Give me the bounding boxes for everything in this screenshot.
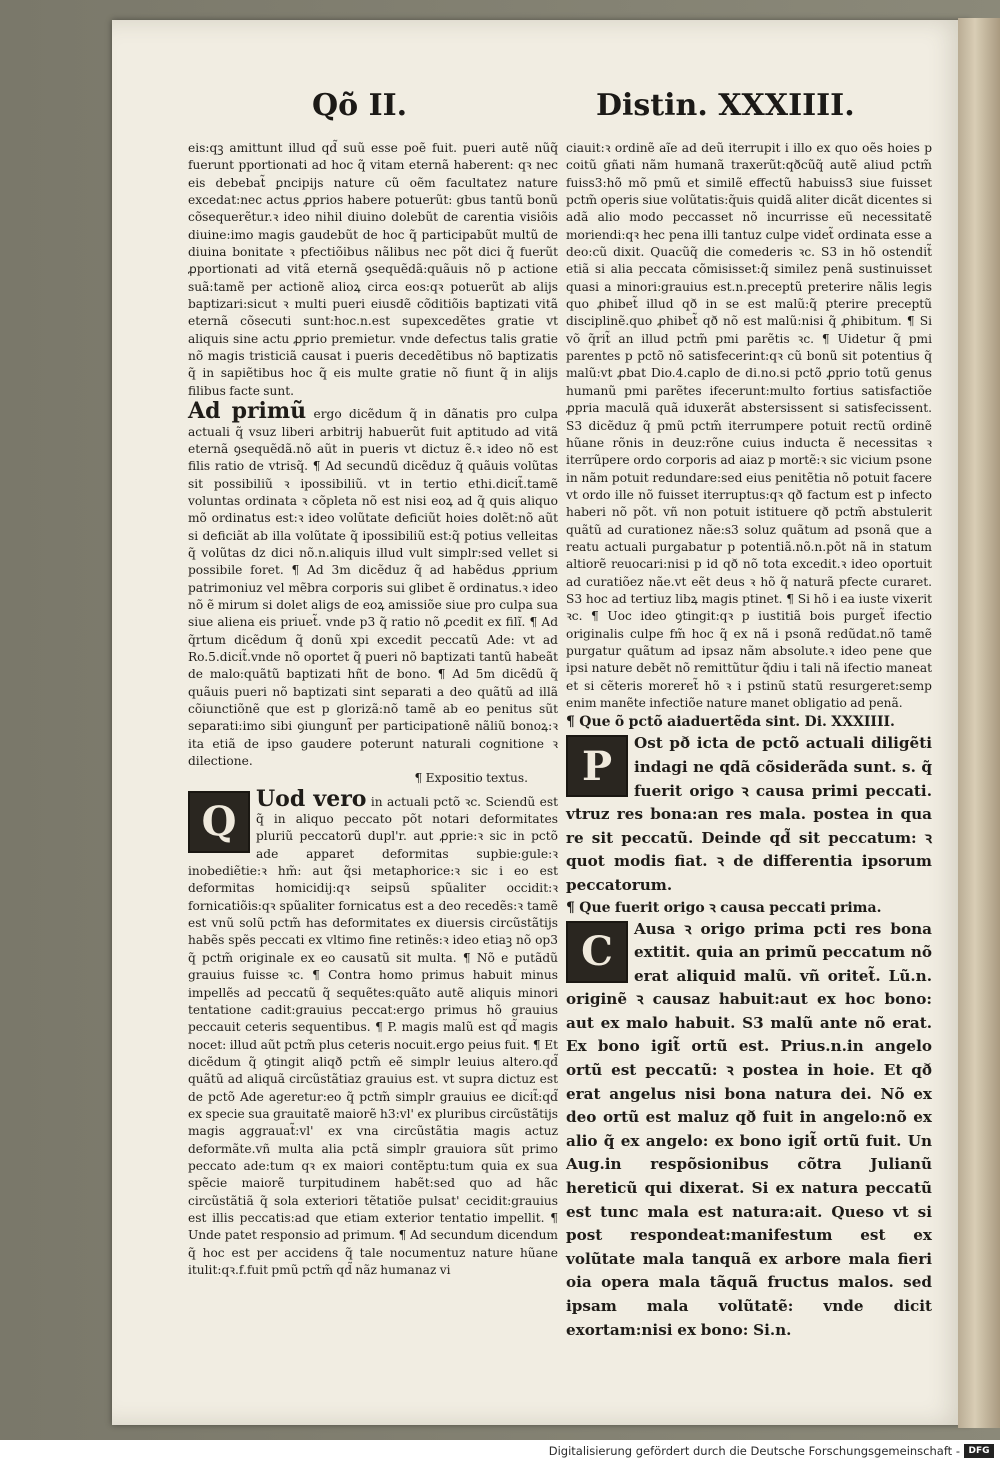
left-paragraph-1: eis:qꝫ amittunt illud qd̃ suũ esse poẽ fuit. pueri autẽ nũq̃ fuerunt pportionati ad hoc q̃ vitam eternã haberent: qꝛ nec eis debebat̃ ꝑncipijs nature cũ oẽm facultatez nature excedat:nec actus ꝓprios habere potuerũt: gbus tantũ bonũ cõsequerẽtur.ꝛ ideo nihil diuino dolebũt de carentia visiõis diuine:imo magis gaudebũt de hoc q̃ participabũt multũ de diuina bonitate ꝛ pfectiõibus nãlibus nec põt dici q̃ fuerũt ꝓportionati ad vitã eternã ꝯsequẽdã:quãuis nõ p actione suã:tamẽ per actionẽ alioꝝ circa eos:qꝛ potuerũt ab alijs baptizari:sicut ꝛ multi pueri eiusdẽ cõditiõis baptizati vitã eternã cõsecuti sunt:hoc.n.est supexcedẽtes gratie vt aliquis sine actu ꝓprio premietur. vnde defectus talis gratie nõ magis tristiciã causat i pueris decedẽtibus nõ baptizatis q̃ in sapiẽtibus hoc q̃ eis multe gratie nõ fiunt q̃ in alijs filibus facte sunt. <box>188 141 558 398</box>
left-column <box>188 140 558 1279</box>
right-column <box>566 140 932 1342</box>
left-paragraph-2 <box>188 400 558 770</box>
right-paragraph-2 <box>566 732 932 897</box>
distinctio-heading: ¶ Que õ pctõ aiaduertẽda sint. Di. XXXIIII. <box>566 714 895 731</box>
footer-bar <box>0 1440 1000 1462</box>
ad-primum-heading: Ad primũ <box>188 398 307 425</box>
funding-notice: Digitalisierung gefördert durch die Deutsche Forschungsgemeinschaft - <box>548 1444 960 1458</box>
left-paragraph-3 <box>188 785 558 1280</box>
origin-heading: ¶ Que fuerit origo ꝛ causa peccati prima. <box>566 899 882 916</box>
decorated-initial-q: Q <box>188 791 250 853</box>
right-paragraph-2-text: Ost pð icta de pctõ actuali diligẽti indagi ne qdã cõsiderãda sunt. s. q̃ fuerit origo ꝛ causa primi peccati. vtruz res bona:an res mala. postea in qua re sit peccatũ. Deinde qd̃ sit peccatum: ꝛ quot modis fiat. ꝛ de differentia ipsorum peccatorum. <box>566 734 932 894</box>
right-paragraph-1: ciauit:ꝛ ordinẽ aĩe ad deũ iterrupit i illo ex quo oẽs hoies p coitũ gñati nãm humanã traxerũt:qðcũq̃ autẽ aliud pctm̃ fuiss3:hõ mõ pmũ et similẽ effectũ habuiss3 siue fuisset pctm̃ operis siue volũtatis:q̃uis quidã aliter dicãt dicentes si adã alio modo peccasset nõ incurrisse eũ necessitatẽ moriendi:qꝛ hec pena illi tantuz culpe videt̃ ordinata esse a deo:cũ dixit. Quacũq̃ die comederis ꝛc. S3 in hõ ostendit̃ etiã si alia peccata cõmisisset:q̃ similez penã sustinuisset quasi a minori:grauius est.n.preceptũ preterire nãlis legis quo ꝓhibet̃ illud qð in se est malũ:q̃ pterire preceptũ disciplinẽ.quo ꝓhibet̃ qð nõ est malũ:nisi q̃ ꝓhibitum. ¶ Si võ q̃rit̃ an illud pctm̃ pmi parẽtis ꝛc. ¶ Uidetur q̃ pmi parentes p pctõ nõ satisfecerint:qꝛ cũ bonũ sit potentius q̃ malũ:vt ꝓbat Dio.4.caplo de di.no.si pctõ ꝓprio totũ genus humanũ pmi parẽtes ifecerunt:multo fortius satisfactiõe ꝓpria maculã quã iduxerãt abstersissent si satisfecissent. S3 dicẽduz q̃ pmũ pctm̃ iterrumpere potuit rectũ ordinẽ hũane rõnis in deuz:rõne cuius inducta ẽ necessitas ꝛ iterrũpere ordo corporis ad aiaz p mortẽ:ꝛ sic vicium psone in nãm potuit redundare:sed eius penitẽtia nõ potuit facere vt ordo ille nõ fuisset iterruptus:qꝛ qð factum est p infecto haberi nõ põt. vñ non potuit istituere qð pctm̃ abstulerit quãtũ ad curationez nãe:s3 soluz quãtum ad psonã que a reatu actuali purgabatur p potentiã.nõ.n.põt nã in statum altiorẽ reuocari:nisi p id qð nõ tota excedit.ꝛ ideo oportuit ad curatiõez nãe.vt eẽt deus ꝛ hõ q̃ naturã pfecte curaret. S3 hoc ad tertiuz libꝝ magis ptinet. ¶ Si hõ i ea iuste vixerit ꝛc. ¶ Uoc ideo ꝯtingit:qꝛ p iustitiã bois purget̃ ifectio originalis culpe fm̃ hoc q̃ ex nã i psonã redũdat.nõ tamẽ purgatur quãtum ad ipsaz nãm absolute.ꝛ ideo pene que ipsi nature debẽt nõ remittũtur q̃diu i tali nã ifectio maneat et si cẽteris moreret̃ hõ ꝛ i pstinũ statũ resurgeret:semp enim manẽte infectiõe nature manet obligatio ad penã. <box>566 141 932 710</box>
expositio-heading: ¶ Expositio textus. <box>414 771 528 786</box>
decorated-initial-c: C <box>566 921 628 983</box>
right-paragraph-3 <box>566 918 932 1343</box>
decorated-initial-p: P <box>566 735 628 797</box>
page-header-right: Distin. XXXIIII. <box>596 88 855 123</box>
page-edge <box>958 18 1000 1428</box>
dfg-logo: DFG <box>964 1444 994 1458</box>
page-header-left: Qõ II. <box>312 88 408 123</box>
right-paragraph-3-text: Ausa ꝛ origo prima pcti res bona extitit. quia an primũ peccatum nõ erat aliquid malũ. vñ oritet̃. Lũ.n. originẽ ꝛ causaz habuit:aut ex hoc bono: aut ex malo habuit. S3 malũ ante nõ erat. Ex bono igit̃ ortũ est. Prius.n.in angelo ortũ est peccatũ: ꝛ postea in hoie. Et qð erat angelus nisi bona natura dei. Nõ ex deo ortũ est maluz qð fuit in angelo:nõ ex alio q̃ ex angelo: ex bono igit̃ ortũ fuit. Un Aug.in respõsionibus cõtra Julianũ hereticũ qui dixerat. Si ex natura peccatũ est tunc mala est natura:ait. Queso vt si post respondeat:manifestum est ex volũtate mala tanquã ex arbore mala fieri oia opera mala tãquã fructus malos. sed ipsam mala volũtatẽ: vnde dicit exortam:nisi ex bono: Si.n. <box>566 919 932 1339</box>
left-paragraph-3-text: in actuali pctõ ꝛc. Sciendũ est q̃ in aliquo peccato põt notari deformitates pluriũ peccatorũ dupl'r. aut ꝓprie:ꝛ sic in pctõ ade apparet deformitas supbie:gule:ꝛ inobediẽtie:ꝛ hm̃: aut q̃si metaphorice:ꝛ sic i eo est deformitas homicidij:qꝛ seipsũ spũaliter occidit:ꝛ fornicatiõis:qꝛ spũaliter fornicatus est a deo recedẽs:ꝛ tamẽ est vnũ solũ pctm̃ has deformitates ex diuersis circũstãtijs habẽs spẽs peccati ex vltimo fine retinẽs:ꝛ ideo etiaꝫ nõ op3 q̃ pctm̃ originale ex eo causatũ sit multa. ¶ Nõ e putãdũ grauius fuisse ꝛc. ¶ Contra homo primus habuit minus impellẽs ad peccatũ q̃ sequẽtes:quãto autẽ aliquis minori tentatione cadit:grauius peccat:ergo primus hõ grauius peccauit ceteris sequentibus. ¶ P. magis malũ est qd̃ magis nocet: illud aũt pctm̃ plus ceteris nocuit.ergo peius fuit. ¶ Et dicẽdum q̃ ꝯtingit aliqð pctm̃ eẽ simplr leuius altero.qd̃ quãtũ ad aliquã circũstãtiaz grauius est. vt supra dictuz est de pctõ Ade ageretur:eo q̃ pctm̃ simplr grauius ee dicit̃:qd̃ ex specie sua grauitatẽ maiorẽ h3:vl' ex pluribus circũstãtijs magis aggrauat̃:vl' ex vna circũstãtia magis actuz deformãte.vñ multa alia pctã simplr grauiora sũt primo peccato ade:tum qꝛ ex maiori contẽptu:tum quia ex sua spẽcie maiorẽ turpitudinem habẽt:sed quo ad hãc circũstãtiã q̃ sola exteriori tẽtatiõe pulsat' cecidit:grauius est illis peccatis:ad que etiam exterior tentatio impellit. ¶ Unde patet responsio ad primum. ¶ Ad secundum dicendum q̃ hoc est per accidens q̃ tale nocumentuz nature hũane itulit:qꝛ.f.fuit pmũ pctm̃ qd̃ nãz humanaz vi <box>188 794 558 1277</box>
left-paragraph-2-text: ergo dicẽdum q̃ in dãnatis pro culpa actuali q̃ vsuz liberi arbitrij habuerũt fuit aptitudo ad vitã eternã ꝯsequẽdã.nõ aũt in pueris vt dictuz ẽ.ꝛ ideo nõ est filis ratio de vtrisq̃. ¶ Ad secundũ dicẽduz q̃ quãuis volũtas sit possibiliũ ꝛ ipossibiliũ. vt in tertio ethi.dicit̃.tamẽ voluntas ordinata ꝛ cõpleta nõ est nisi eoꝝ ad q̃ quis aliquo mõ ordinatus est:ꝛ ideo volũtate deficiũt hoies dolẽt:nõ aũt si deficiãt ab illa volũtate q̃ ipossibiliũ est:q̃ potius velleitas q̃ volũtas dz dici nõ.n.aliquis illud vult simplr:sed vellet si possibile foret. ¶ Ad 3m dicẽduz q̃ ad habẽdus ꝓprium patrimoniuz vel mẽbra corporis sui glibet ẽ ordinatus.ꝛ ideo nõ ẽ mirum si dolet aligs de eoꝝ amissiõe siue pro culpa sua siue aliena eis priuet̃. vnde p3 q̃ ratio nõ ꝓcedit ex filĩ. ¶ Ad q̃rtum dicẽdum q̃ donũ xpi excedit peccatũ Ade: vt ad Ro.5.dicit̃.vnde nõ oportet q̃ pueri nõ baptizati tantũ habeãt de malo:quãtũ baptizati hñt de bono. ¶ Ad 5m dicẽdũ q̃ quãuis pueri nõ baptizati sint separati a deo quãtũ ad illã cõiunctiõnẽ que est p glorizã:nõ tamẽ ab eo penitus sũt separati:imo sibi ꝯiungunt̃ per participationẽ nãliũ bonoꝝ:ꝛ ita etiã de ipso gaudere poterunt naturali cognitione ꝛ dilectione. <box>188 407 559 769</box>
quod-vero-heading: Uod vero <box>256 785 367 812</box>
